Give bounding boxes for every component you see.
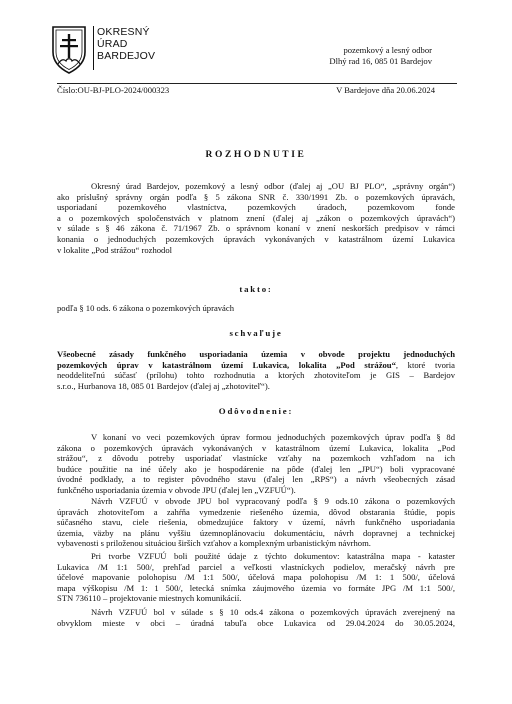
- legal-basis: podľa § 10 ods. 6 zákona o pozemkových úpravách: [57, 303, 234, 313]
- reason-line: úpravách zhotoviteľom a zahŕňa vymedzenie riešeného územia, dôvod obstarania štúdie, popis: [57, 506, 455, 517]
- intro-line: a o pozemkových spoločenstvách v platnom znení (ďalej aj „zákon o pozemkových úpravách“): [57, 212, 455, 223]
- decision-bold: Všeobecné zásady funkčného usporiadania územia v obvode projektu jednoduchých: [57, 349, 455, 359]
- decision-bold: pozemkových úprav v katastrálnom území Lukavica, lokalita „Pod strážou“: [57, 359, 396, 370]
- reason-paragraph-2: [57, 496, 455, 549]
- office-line-3: BARDEJOV: [97, 50, 156, 62]
- decision-line: [57, 349, 455, 360]
- intro-line: konania o jednoduchých pozemkových úpravách vykonávaných v katastrálnom území Lukavica: [57, 233, 455, 244]
- reason-line: súčasného stavu, ciele riešenia, obmedzujúce faktory v území, návrh funkčného usporiadania: [57, 517, 455, 528]
- office-name: [97, 26, 155, 62]
- reference-number: Číslo:OU-BJ-PLO-2024/000323: [57, 85, 170, 95]
- decision-rest: , ktoré tvoria: [395, 359, 455, 370]
- reason-line: funkčného usporiadania územia v obvode JPU (ďalej len „VZFUÚ“).: [57, 484, 296, 495]
- decision-rest: s.r.o., Hurbanova 18, 085 01 Bardejov (ďalej aj „zhotoviteľ“).: [57, 380, 270, 391]
- header-divider: [93, 26, 94, 70]
- reason-line: zákona o pozemkových úpravách vykonávaných v katastrálnom území Lukavica, lokalita „Pod: [57, 442, 455, 453]
- reason-line: úvodné podklady, a to register pôvodného stavu (ďalej len „RPS“) a návrh všeobecných zásad: [57, 474, 455, 485]
- decision-line: [57, 370, 455, 381]
- reason-line: Návrh VZFUÚ bol v súlade s § 10 ods.4 zákona o pozemkových úpravách zverejnený na: [91, 607, 455, 617]
- decision-paragraph: [57, 349, 455, 391]
- reason-paragraph-1: [57, 432, 455, 496]
- header-rule: [57, 83, 457, 84]
- odovodnenie-heading: Odôvodnenie:: [218, 406, 294, 416]
- reason-line: vybavenosti s priloženou situáciou širších vzťahov a komplexným urbanistickým návrhom.: [57, 538, 371, 549]
- reason-line: V konaní vo veci pozemkových úprav formou jednoduchých pozemkových úprav podľa § 8d: [91, 432, 455, 442]
- department-name: pozemkový a lesný odbor: [343, 45, 432, 55]
- intro-paragraph: [57, 181, 455, 255]
- slovak-coat-of-arms-icon: [50, 24, 88, 74]
- reason-line: Pri tvorbe VZFUÚ boli použité údaje z týchto dokumentov: katastrálna mapa - kataster: [91, 551, 455, 561]
- decision-line: [57, 360, 455, 371]
- department-address: [329, 45, 432, 66]
- intro-line: ako príslušný správny orgán podľa § 5 zákona SNR č. 330/1991 Zb. o pozemkových úpravách,: [57, 191, 455, 202]
- reason-line: budúce použitie na iné účely ako je hospodárenie na pôde (ďalej len „JPU“) boli vypracované: [57, 463, 455, 474]
- reason-line: STN 736110 – projektovanie miestnych komunikácií.: [57, 593, 242, 604]
- reason-line: mapa výškopisu /M 1: 1 500/, letecká snímka záujmového územia vo formáte JPG /M 1:1 500/,: [57, 582, 455, 593]
- reason-line: Lukavica /M 1:1 500/, prehľad parciel a veľkosti vlastníckych podielov, meračský návrh pre: [57, 561, 455, 572]
- reason-line: obvyklom mieste v obci – úradná tabuľa obce Lukavica od 29.04.2024 do 30.05.2024,: [57, 617, 455, 628]
- place-date: V Bardejove dňa 20.06.2024: [336, 85, 435, 95]
- reason-line: strážou“, z dôvodu potreby usporiadať vlastnícke vzťahy na pozemkoch vzhľadom na ich: [57, 453, 455, 464]
- office-line-2: ÚRAD: [97, 38, 128, 50]
- intro-line: v súlade s § 46 zákona č. 71/1967 Zb. o správnom konaní v znení neskorších predpisov v rámci: [57, 223, 455, 234]
- department-street: Dlhý rad 16, 085 01 Bardejov: [329, 55, 432, 66]
- schvaluje-heading: schvaľuje: [229, 328, 283, 338]
- reason-line: Návrh VZFUÚ v obvode JPU bol vypracovaný podľa § 9 ods.10 zákona o pozemkových: [91, 496, 455, 506]
- reason-line: účelové mapovanie polohopisu /M 1:1 500/, účelová mapa polohopisu /M 1: 1 500/, účelová: [57, 572, 455, 583]
- reason-line: územia, väzby na plánu vyššiu územnoplánovaciu dokumentáciu, návrh dopravnej a technickej: [57, 527, 455, 538]
- decision-rest: neoddeliteľnú súčasť (prílohu) tohto rozhodnutia a ktorých zhotoviteľom je GIS – Bardejov: [57, 370, 455, 381]
- intro-line: v lokalite „Pod strážou“ rozhodol: [57, 244, 173, 255]
- takto-heading: takto:: [239, 284, 273, 294]
- intro-line: usporiadaní pozemkového vlastníctva, pozemkových úradoch, pozemkovom fonde: [57, 202, 455, 213]
- document-title: ROZHODNUTIE: [205, 150, 307, 160]
- intro-line: Okresný úrad Bardejov, pozemkový a lesný odbor (ďalej aj „OU BJ PLO“, „správny orgán“): [91, 181, 455, 191]
- reason-paragraph-3: [57, 551, 455, 604]
- office-line-1: OKRESNÝ: [97, 26, 150, 38]
- reason-paragraph-4: [57, 607, 455, 628]
- decision-line: [57, 381, 455, 392]
